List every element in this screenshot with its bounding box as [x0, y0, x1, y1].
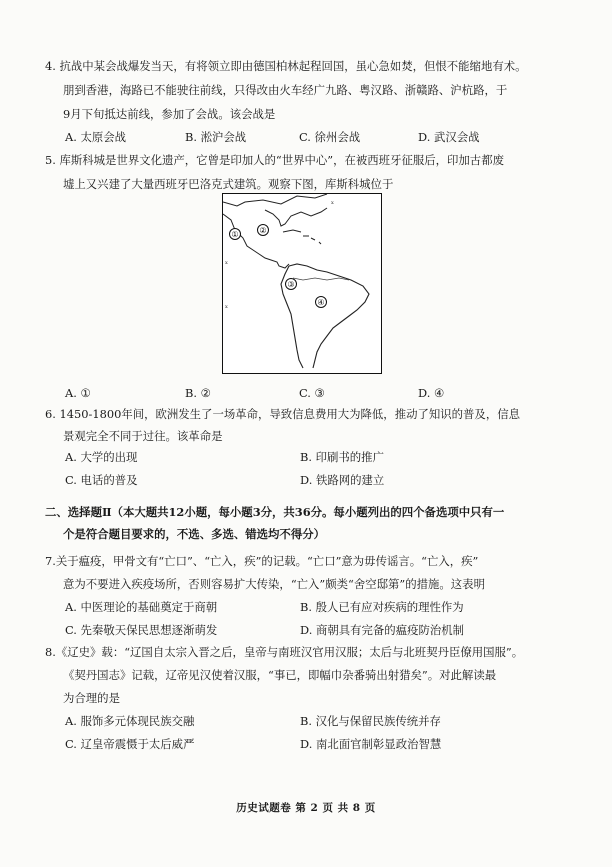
map-tick: x — [331, 200, 334, 206]
map-marker-1 — [230, 229, 241, 240]
question-8-option-b: B. 汉化与保留民族传统并存 — [300, 714, 441, 728]
question-6-option-a: A. 大学的出现 — [65, 450, 138, 464]
question-5-stem-line: 5. 库斯科城是世界文化遗产，它曾是印加人的“世界中心”，在被西班牙征服后，印加古都废 — [45, 153, 504, 167]
question-4-option-d: D. 武汉会战 — [418, 130, 480, 144]
question-7-option-d: D. 商朝具有完备的瘟疫防治机制 — [300, 623, 465, 637]
question-5-option-a: A. ① — [65, 386, 91, 400]
americas-map-drawing — [223, 194, 380, 372]
map-marker-2-label: ② — [259, 226, 267, 235]
question-7-stem-line: 7.关于瘟疫，甲骨文有“亡口”、“亡入，疾”的记载。“亡口”意为毋传谣言。“亡入，疾” — [45, 554, 479, 568]
question-4-stem-line: 9月下旬抵达前线，参加了会战。该会战是 — [63, 107, 276, 121]
question-8-option-c: C. 辽皇帝震慑于太后威严 — [65, 737, 195, 751]
question-4-stem-line: 朋到香港，海路已不能驶往前线，只得改由火车经广九路、粤汉路、浙赣路、沪杭路，于 — [63, 83, 508, 97]
map-marker-1-label: ① — [231, 230, 239, 239]
question-5-option-b: B. ② — [185, 386, 211, 400]
question-8-option-d: D. 南北面官制彰显政治智慧 — [300, 737, 442, 751]
question-7-option-a: A. 中医理论的基础奠定于商朝 — [65, 600, 218, 614]
question-6-option-c: C. 电话的普及 — [65, 473, 138, 487]
question-8-stem-line: 8.《辽史》载：“辽国自太宗入晋之后，皇帝与南班汉官用汉服；太后与北班契丹臣僚用国服”。 — [45, 645, 524, 659]
section-2-heading-line: 二、选择题Ⅱ（本大题共12小题，每小题3分，共36分。每小题列出的四个备选项中只有一 — [45, 505, 505, 519]
question-6-stem-line: 6. 1450-1800年间，欧洲发生了一场革命，导致信息费用大为降低，推动了知识的普及，信息 — [45, 407, 520, 421]
question-4-option-b: B. 淞沪会战 — [185, 130, 247, 144]
page-footer: 历史试题卷 第 2 页 共 8 页 — [236, 802, 376, 814]
map-marker-2 — [258, 225, 269, 236]
map-tick: x — [225, 304, 228, 310]
question-5-stem-line: 墟上又兴建了大量西班牙巴洛克式建筑。观察下图，库斯科城位于 — [63, 177, 394, 191]
question-7-option-c: C. 先秦敬天保民思想逐渐萌发 — [65, 623, 218, 637]
map-marker-4-label: ④ — [317, 298, 325, 307]
section-2-heading-line: 个是符合题目要求的，不选、多选、错选均不得分） — [63, 527, 325, 541]
question-4-option-a: A. 太原会战 — [65, 130, 127, 144]
question-6-option-d: D. 铁路网的建立 — [300, 473, 385, 487]
question-5-option-c: C. ③ — [299, 386, 325, 400]
question-8-option-a: A. 服饰多元体现民族交融 — [65, 714, 195, 728]
question-8-stem-line: 《契丹国志》记载，辽帝见汉使着汉服，“事已，即幅巾杂番骑出射猎矣”。对此解读最 — [63, 668, 497, 682]
question-7-option-b: B. 殷人已有应对疾病的理性作为 — [300, 600, 464, 614]
question-5-option-d: D. ④ — [418, 386, 445, 400]
question-7-stem-line: 意为不要进入疾疫场所，否则容易扩大传染，“亡入”颇类“舍空邸第”的措施。这表明 — [63, 577, 485, 591]
question-4-stem-line: 4. 抗战中某会战爆发当天，有将领立即由德国柏林起程回国，虽心急如焚，但恨不能缩地有术。 — [45, 59, 527, 73]
question-8-stem-line: 为合理的是 — [63, 691, 120, 705]
map-marker-3 — [286, 279, 297, 290]
question-4-option-c: C. 徐州会战 — [299, 130, 361, 144]
map-tick: x — [225, 260, 228, 266]
americas-map — [222, 193, 382, 374]
question-6-stem-line: 景观完全不同于过往。该革命是 — [63, 429, 223, 443]
caribbean-islands — [283, 230, 321, 244]
map-marker-3-label: ③ — [287, 280, 295, 289]
question-6-option-b: B. 印刷书的推广 — [300, 450, 384, 464]
amazon-river — [293, 278, 349, 280]
map-marker-4 — [316, 297, 327, 308]
